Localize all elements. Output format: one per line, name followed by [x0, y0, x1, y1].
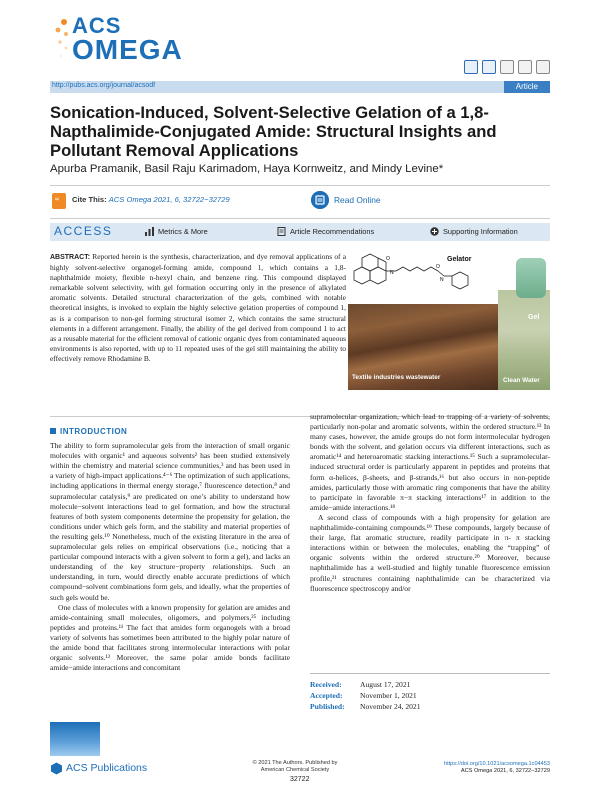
recommendations-label: Article Recommendations	[290, 227, 375, 236]
gel-label: Gel	[528, 314, 540, 321]
supporting-info-label: Supporting Information	[443, 227, 518, 236]
journal-logo[interactable]	[52, 12, 182, 70]
published-label: Published:	[310, 702, 345, 711]
toc-graphic	[348, 250, 550, 390]
publication-dates	[310, 673, 550, 712]
body-column-left	[50, 427, 290, 673]
article-type-badge: Article	[504, 81, 550, 93]
gelator-label: Gelator	[447, 256, 472, 263]
published-date: November 24, 2021	[360, 702, 421, 711]
textile-label: Textile industries wastewater	[352, 374, 441, 381]
abstract-text: Reported herein is the synthesis, characterization, and dye removal applications of a highly solvent-selective organogel-forming amide, compound 1, which contains a 1,8-naphthalmide moiety, flexible n-hexyl chain, and benzene ring. This compound displayed remarkable solvent selectivity, with gel formation occurring only in the presence of alkylated aromatic solvents. Detailed structural characterization of the gels, combined with notable theoretical insights, is invoked to explain the highly selective gelation properties of compound 1, as is a comparison to non-gel forming structural isomer 2, which contains the same structural elements in a different arrangement. Finally, the ability of the gel derived from compound 1 to act as a reusable material for the efficient removal of cationic organic dyes from contaminated aqueous environments is also reported, with up to 11 repeated uses of the gel still maintaining the ability to effectively remove Rhodamine B.	[50, 252, 347, 363]
doi-link[interactable]: https://doi.org/10.1021/acsomega.1c04453	[443, 761, 550, 767]
journal-cover-thumbnail[interactable]	[50, 722, 100, 756]
accepted-row	[310, 690, 550, 701]
share-icons	[464, 60, 550, 74]
svg-text:“: “	[55, 195, 59, 209]
share-icon[interactable]	[464, 60, 478, 74]
copyright-notice	[225, 760, 365, 774]
logo-dots-icon	[52, 16, 72, 66]
abstract	[50, 252, 346, 364]
citation[interactable]	[72, 195, 230, 204]
svg-text:N: N	[440, 277, 444, 283]
article-title: Sonication-Induced, Solvent-Selective Gelation of a 1,8-Napthalimide-Conjugated Amide: Structural Insights and Pollutant Removal Applications	[50, 103, 497, 160]
doi-block	[444, 761, 550, 775]
bar-chart-icon	[145, 227, 154, 236]
svg-text:N: N	[390, 270, 394, 276]
copyright-line2: American Chemical Society	[260, 767, 330, 773]
received-date: August 17, 2021	[360, 680, 411, 689]
svg-text:O: O	[436, 264, 440, 270]
section-heading	[50, 427, 290, 437]
nd-icon[interactable]	[536, 60, 550, 74]
document-icon	[277, 227, 286, 236]
molecule-structure-icon	[348, 250, 498, 302]
metrics-link[interactable]	[145, 227, 208, 236]
page-number: 32722	[290, 776, 310, 783]
received-label: Received:	[310, 680, 342, 689]
section-square-icon	[50, 428, 56, 434]
clean-water-bottle	[516, 258, 546, 298]
nc-icon[interactable]	[518, 60, 532, 74]
supporting-info-link[interactable]	[430, 227, 518, 236]
acs-hexagon-icon	[50, 762, 63, 775]
access-label: ACCESS	[54, 224, 113, 238]
accepted-date: November 1, 2021	[360, 691, 417, 700]
published-row	[310, 701, 550, 712]
acs-publications-logo[interactable]	[50, 762, 170, 776]
body-column-right	[310, 412, 550, 594]
quote-icon	[52, 193, 66, 209]
logo-omega-text: OMEGA	[72, 34, 183, 65]
read-online-link[interactable]: Read Online	[334, 195, 381, 205]
clean-water-label: Clean Water	[503, 377, 540, 384]
metrics-label: Metrics & More	[158, 227, 208, 236]
author-list[interactable]: Apurba Pramanik, Basil Raju Karimadom, Haya Kornweitz, and Mindy Levine*	[50, 163, 444, 175]
by-icon[interactable]	[500, 60, 514, 74]
journal-url[interactable]: http://pubs.acs.org/journal/acsodf	[52, 82, 156, 89]
publisher-name: ACS Publications	[66, 762, 148, 774]
received-row	[310, 679, 550, 690]
journal-reference: ACS Omega 2021, 6, 32722−32729	[460, 768, 550, 774]
cite-label: Cite This:	[72, 195, 107, 204]
paragraph: supramolecular organization, which lead to trapping of a variety of solvents, particularly non-polar and aromatic solvents, within the ordered structure.¹³ In many cases, however, the amide groups do not form intermolecular hydrogen bonds with the solvent, and gelation occurs via different interactions, such as aromatic¹⁴ and heteroaromatic stacking interactions.¹⁵ Such a supramolecular-induced structural order is particularly apparent in peptides and proteins that form α-helices, β-sheets, and β-strands,¹⁶ but also occurs in non-peptide amides, particularly those with aromatic ring components that have the ability to participate in favorable π−π stacking interactions¹⁷ in addition to the amide−amide interactions.¹⁸	[310, 412, 550, 512]
copyright-line1: © 2021 The Authors. Published by	[252, 760, 338, 766]
plus-circle-icon	[430, 227, 439, 236]
recommendations-link[interactable]	[277, 227, 374, 236]
accepted-label: Accepted:	[310, 691, 343, 700]
cite-reference[interactable]: ACS Omega 2021, 6, 32722−32729	[108, 195, 230, 204]
abstract-lead: ABSTRACT:	[50, 254, 91, 261]
paragraph: A second class of compounds with a high propensity for gelation are naphthalimide-containing compounds.¹⁹ These compounds, largely because of their large, flat aromatic structure, readily participate in π- π stacking interactions within or between the molecules, enabling the “trapping” of organic solvents within the ordered structure.²⁰ Moreover, because naphthalimide has a well-studied and highly tunable fluorescence emission profile,²¹ structures containing naphthalimide can be characterized via fluorescence spectroscopy and/or	[310, 512, 550, 593]
cc-icon[interactable]	[482, 60, 496, 74]
logo-acs-text: ACS	[72, 13, 122, 38]
svg-text:O: O	[386, 256, 390, 262]
paragraph: One class of molecules with a known propensity for gelation are amides and amide-containing small molecules, oligomers, and polymers,²⁵ including peptides and proteins.¹¹ The fact that amides form organogels with a broad variety of solvents has sometimes been attributed to the highly polar nature of the amide bond that facilitates strong intermolecular interactions with polar organic solvents.¹² Moreover, the same polar amide bonds facilitate amide−amide interactions and concomitant	[50, 602, 290, 673]
gel-photo	[498, 290, 550, 390]
paragraph: The ability to form supramolecular gels from the interaction of small organic molecules with organic¹ and aqueous solvents² has been studied extensively within the chemistry and material science communities,³ and has been used in a variety of high-impact applications.⁴⁻⁶ The optimization of such applications, including applications in thermal energy storage,⁷ fluorescence detection,⁸ and supramolecular catalysis,⁹ are predicated on one’s ability to understand how molecule−solvent interactions lead to gel formation, and how the structural features of both system components determine the propensity for gelation, the conditions under which gels form, and the stability and material properties of the resulting gels.¹⁰ Nonetheless, much of the existing literature in the area of supramolecular gels relies on empirical observations (i.e., noticing that a particular compound interacts with a given solvent to form a gel), and lacks an understanding of the key structure−property relationships. Such an understanding, in turn, would directly enable accurate predictions of which compound−solvent combinations form gels, and ideally, what the properties of such gels would be.	[50, 441, 290, 602]
section-heading-text: INTRODUCTION	[60, 427, 128, 436]
read-online-icon[interactable]	[311, 191, 329, 209]
